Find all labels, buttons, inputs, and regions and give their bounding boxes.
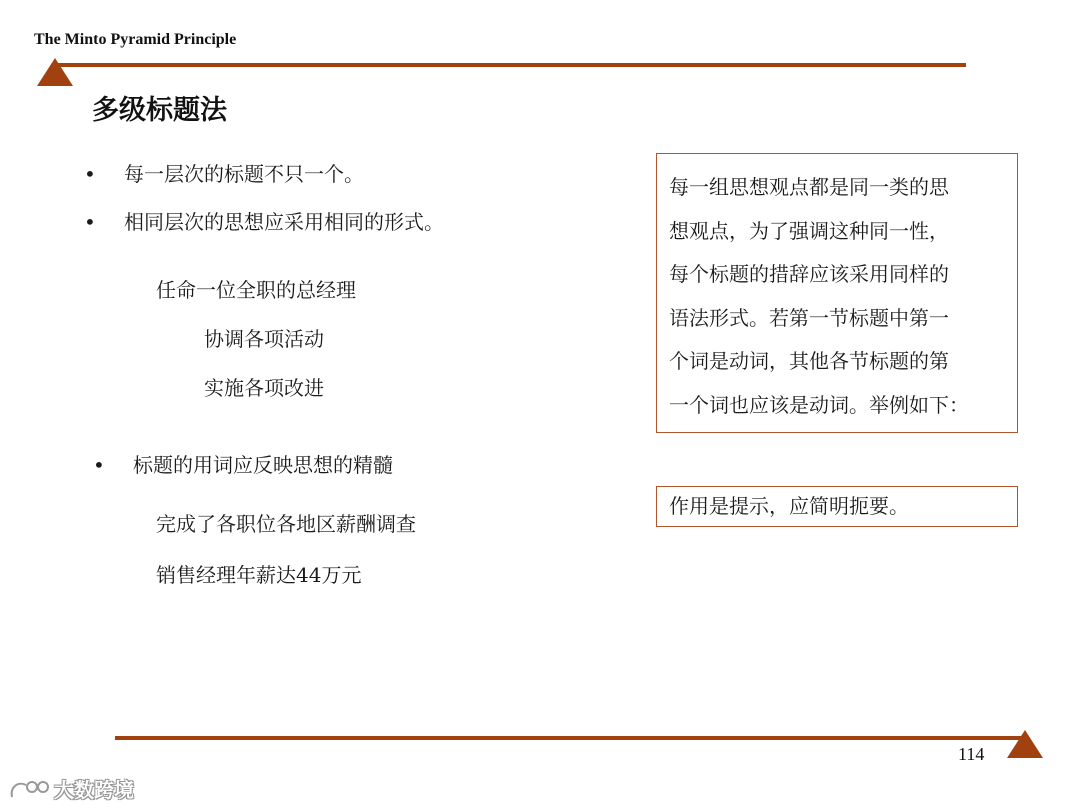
example-line-2: 销售经理年薪达44万元 [156, 563, 362, 587]
slide-title: 多级标题法 [92, 95, 227, 126]
explanation-line: 每个标题的措辞应该采用同样的 [669, 262, 949, 286]
bullet-text: 每一层次的标题不只一个。 [124, 162, 364, 186]
bullet-dot: • [84, 162, 96, 186]
explanation-line: 一个词也应该是动词。举例如下： [669, 392, 969, 417]
explanation-line: 语法形式。若第一节标题中第一 [669, 305, 949, 330]
bullet-text: 标题的用词应反映思想的精髓 [133, 453, 393, 477]
example-subheading-1: 协调各项活动 [204, 327, 324, 351]
watermark [8, 774, 134, 803]
explanation-line: 想观点，为了强调这种同一性， [669, 218, 949, 243]
bullet-item-3 [93, 451, 393, 479]
bottom-rule [115, 736, 1029, 740]
bullet-text: 相同层次的思想应采用相同的形式。 [124, 210, 444, 234]
bottom-triangle-decoration [1007, 730, 1043, 758]
watermark-text: 大数跨境 [54, 778, 134, 802]
bullet-dot: • [93, 453, 105, 477]
explanation-line: 个词是动词，其他各节标题的第 [669, 349, 949, 373]
page-number: 114 [958, 744, 985, 764]
top-rule [56, 63, 966, 67]
explanation-line: 每一组思想观点都是同一类的思 [669, 175, 949, 199]
watermark-logo-icon [8, 777, 50, 801]
explanation-box [656, 153, 1018, 433]
example-line-1: 完成了各职位各地区薪酬调查 [156, 512, 416, 536]
example-heading-1: 任命一位全职的总经理 [156, 278, 356, 302]
hint-box [656, 486, 1018, 527]
deck-title: The Minto Pyramid Principle [34, 31, 237, 48]
bullet-dot: • [84, 210, 96, 234]
hint-text: 作用是提示，应简明扼要。 [669, 494, 909, 518]
bullet-item-2 [84, 208, 444, 236]
bullet-item-1 [84, 160, 364, 188]
example-subheading-2: 实施各项改进 [204, 376, 324, 400]
